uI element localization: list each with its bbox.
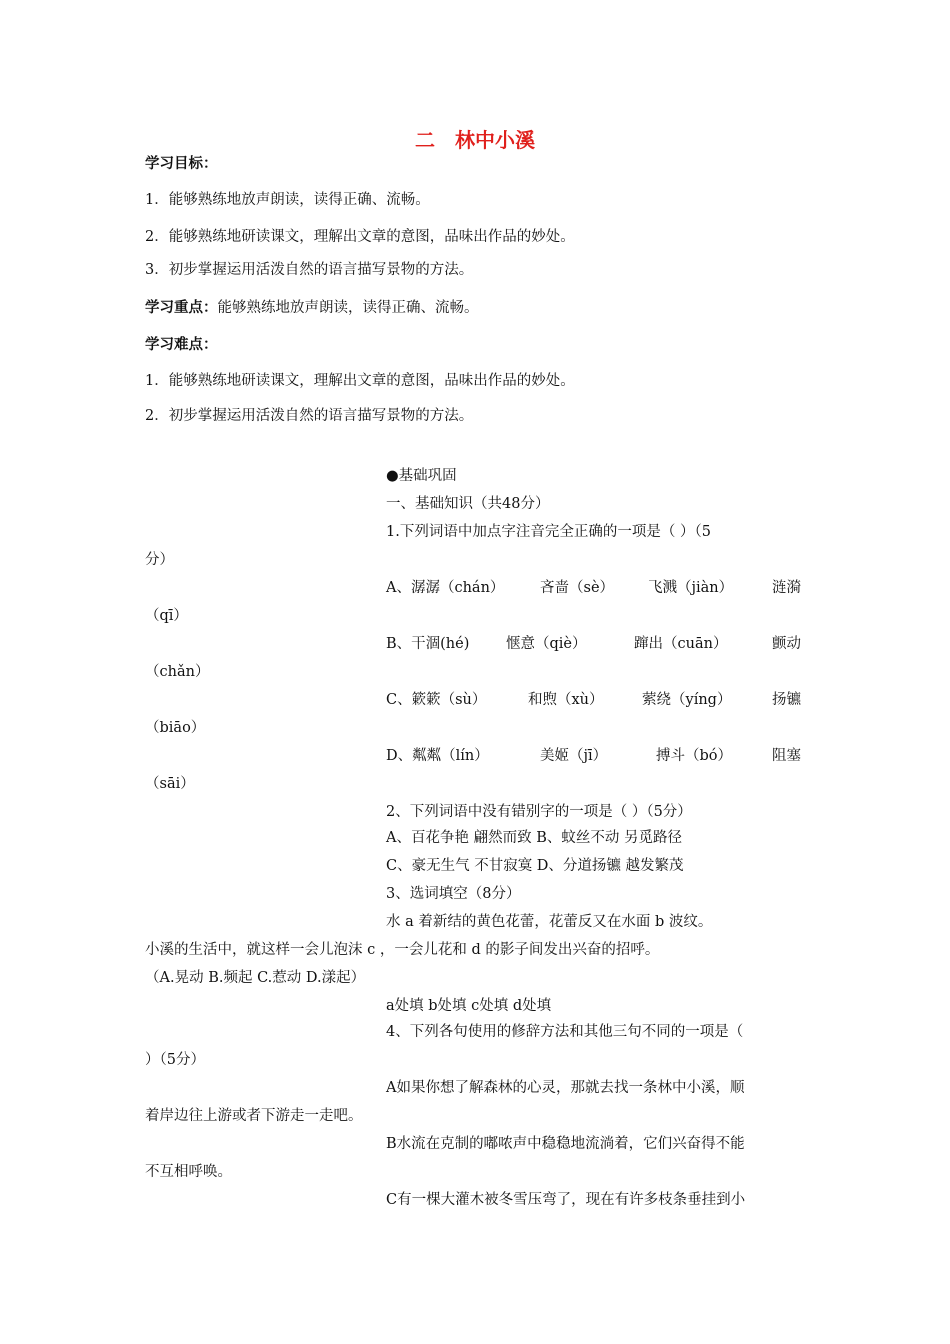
focus-heading: 学习重点：	[145, 300, 218, 316]
question-4-stem-cont: ）（5分）	[145, 1052, 205, 1068]
question-3-blanks: a处填 b处填 c处填 d处填	[386, 998, 552, 1014]
objectives-heading: 学习目标：	[145, 156, 218, 172]
difficulty-heading: 学习难点：	[145, 337, 218, 353]
question-2-row-2: C、豪无生气 不甘寂寞 D、分道扬镳 越发繁茂	[386, 858, 684, 874]
question-1-option-d-cont: （sāi）	[145, 776, 195, 792]
question-3-line-1: 水 a 着新结的黄色花蕾，花蕾反又在水面 b 波纹。	[386, 914, 713, 930]
question-1-option-b-cont: （chǎn）	[145, 664, 210, 680]
option-b-term-3: 蹿出（cuān）	[634, 636, 728, 652]
option-b-term-4: 颤动	[772, 636, 801, 652]
option-a-term-3: 飞溅（jiàn）	[648, 580, 734, 596]
option-c-term-1: C、簌簌（sù）	[386, 692, 487, 708]
part-heading: 一、基础知识（共48分）	[386, 496, 550, 512]
option-d-term-2: 美姬（jī）	[540, 748, 608, 764]
section-heading: ●基础巩固	[386, 468, 457, 484]
option-b-term-1: B、干涸(hé)	[386, 636, 470, 652]
question-1-stem-cont: 分）	[145, 552, 174, 568]
option-d-term-4: 阻塞	[772, 748, 801, 764]
question-4-option-a-line-2: 着岸边往上游或者下游走一走吧。	[145, 1108, 363, 1124]
option-a-term-1: A、潺潺（chán）	[386, 580, 505, 596]
objective-item-1: 1．能够熟练地放声朗读，读得正确、流畅。	[145, 192, 430, 208]
focus-text: 能够熟练地放声朗读，读得正确、流畅。	[217, 300, 479, 316]
question-3-line-2: 小溪的生活中，就这样一会儿泡沫 c ，一会儿花和 d 的影子间发出兴奋的招呼。	[145, 942, 660, 958]
question-4-option-a-line-1: A如果你想了解森林的心灵，那就去找一条林中小溪，顺	[386, 1080, 745, 1096]
question-3-stem: 3、选词填空（8分）	[386, 886, 521, 902]
question-1-option-a-cont: （qī）	[145, 608, 188, 624]
option-c-term-3: 萦绕（yíng）	[642, 692, 732, 708]
focus-line	[145, 296, 479, 317]
question-4-option-c-line-1: C有一棵大灌木被冬雪压弯了，现在有许多枝条垂挂到小	[386, 1192, 746, 1208]
difficulty-item-2: 2．初步掌握运用活泼自然的语言描写景物的方法。	[145, 408, 474, 424]
question-4-option-b-line-2: 不互相呼唤。	[145, 1164, 232, 1180]
page-title: 二 林中小溪	[415, 128, 535, 152]
question-4-option-b-line-1: B水流在克制的嘟哝声中稳稳地流淌着，它们兴奋得不能	[386, 1136, 745, 1152]
question-1-stem: 1.下列词语中加点字注音完全正确的一项是（ ）（5	[386, 524, 711, 540]
question-3-line-3: （A.晃动 B.频起 C.惹动 D.漾起）	[145, 970, 366, 986]
objective-item-3: 3．初步掌握运用活泼自然的语言描写景物的方法。	[145, 262, 474, 278]
question-2-row-1: A、百花争艳 翩然而致 B、蚊丝不动 另觅路径	[386, 830, 682, 846]
difficulty-item-1: 1．能够熟练地研读课文，理解出文章的意图，品味出作品的妙处。	[145, 373, 575, 389]
question-2-stem: 2、下列词语中没有错别字的一项是（ ）（5分）	[386, 804, 692, 820]
objective-item-2: 2．能够熟练地研读课文，理解出文章的意图，品味出作品的妙处。	[145, 229, 575, 245]
option-d-term-3: 搏斗（bó）	[656, 748, 733, 764]
option-d-term-1: D、粼粼（lín）	[386, 748, 489, 764]
question-4-stem: 4、下列各句使用的修辞方法和其他三句不同的一项是（	[386, 1024, 744, 1040]
option-a-term-4: 涟漪	[772, 580, 801, 596]
option-b-term-2: 惬意（qiè）	[506, 636, 587, 652]
option-c-term-4: 扬镳	[772, 692, 801, 708]
option-a-term-2: 吝啬（sè）	[540, 580, 615, 596]
question-1-option-c-cont: （biāo）	[145, 720, 206, 736]
option-c-term-2: 和煦（xù）	[528, 692, 604, 708]
